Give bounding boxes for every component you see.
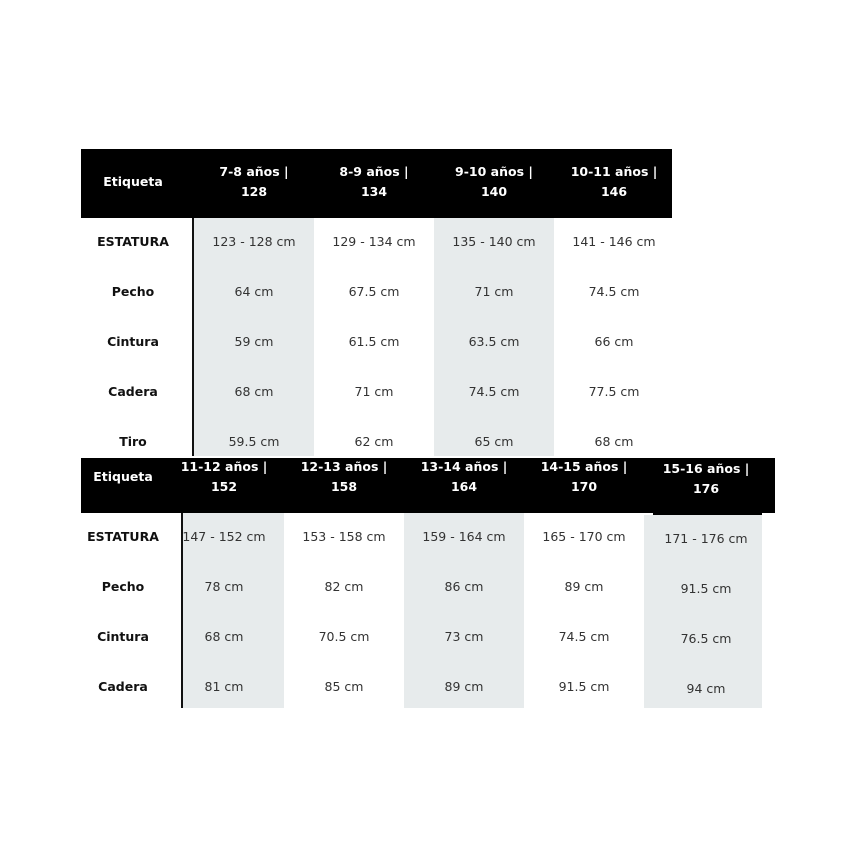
corner-label-text: Etiqueta — [93, 469, 153, 484]
size-range: 12-13 años | — [300, 459, 388, 474]
size-number: 170 — [570, 479, 598, 494]
table-cell: 147 - 152 cm — [182, 529, 266, 544]
size-range: 8-9 años | — [339, 164, 409, 179]
table-cell: 68 cm — [594, 434, 634, 449]
table-cell: 62 cm — [354, 434, 394, 449]
table-cell: 89 cm — [444, 679, 484, 694]
table-cell: 94 cm — [686, 681, 726, 696]
table-cell: 64 cm — [234, 284, 274, 299]
header-size-column — [554, 162, 674, 202]
size-number: 140 — [480, 184, 508, 199]
table-cell: 67.5 cm — [348, 284, 400, 299]
row-label: Pecho — [111, 284, 155, 299]
header-size-column — [646, 459, 766, 499]
row-label: Cintura — [107, 334, 159, 349]
size-range: 11-12 años | — [180, 459, 268, 474]
row-label: ESTATURA — [97, 234, 169, 249]
size-number: 134 — [360, 184, 388, 199]
table-cell: 91.5 cm — [558, 679, 610, 694]
header-size-column — [284, 457, 404, 497]
size-number: 146 — [600, 184, 628, 199]
header-size-column — [434, 162, 554, 202]
size-range: 7-8 años | — [219, 164, 289, 179]
table-cell: 59.5 cm — [228, 434, 280, 449]
table-cell: 153 - 158 cm — [302, 529, 386, 544]
table-cell: 159 - 164 cm — [422, 529, 506, 544]
row-label: ESTATURA — [87, 529, 159, 544]
table-cell: 81 cm — [204, 679, 244, 694]
table-cell: 66 cm — [594, 334, 634, 349]
size-number: 164 — [450, 479, 478, 494]
header-size-column — [164, 457, 284, 497]
header-corner-label — [81, 172, 185, 192]
header-corner-label — [81, 467, 165, 487]
header-size-column — [524, 457, 644, 497]
row-label: Cadera — [108, 384, 158, 399]
table-cell: 74.5 cm — [558, 629, 610, 644]
table-cell: 91.5 cm — [680, 581, 732, 596]
row-label: Tiro — [119, 434, 147, 449]
table-cell: 68 cm — [204, 629, 244, 644]
table-cell: 71 cm — [474, 284, 514, 299]
table-cell: 86 cm — [444, 579, 484, 594]
size-range: 9-10 años | — [455, 164, 533, 179]
table-cell: 78 cm — [204, 579, 244, 594]
row-label: Cintura — [97, 629, 149, 644]
header-size-column — [194, 162, 314, 202]
size-range: 14-15 años | — [540, 459, 628, 474]
table-cell: 135 - 140 cm — [452, 234, 536, 249]
size-number: 158 — [330, 479, 358, 494]
header-size-column — [314, 162, 434, 202]
table-cell: 141 - 146 cm — [572, 234, 656, 249]
table-cell: 85 cm — [324, 679, 364, 694]
table-cell: 76.5 cm — [680, 631, 732, 646]
size-range: 13-14 años | — [420, 459, 508, 474]
table-cell: 65 cm — [474, 434, 514, 449]
table-cell: 59 cm — [234, 334, 274, 349]
table-cell: 77.5 cm — [588, 384, 640, 399]
table-cell: 73 cm — [444, 629, 484, 644]
size-number: 176 — [692, 481, 720, 496]
table-cell: 171 - 176 cm — [664, 531, 748, 546]
corner-label-text: Etiqueta — [103, 174, 163, 189]
table-cell: 61.5 cm — [348, 334, 400, 349]
table-cell: 63.5 cm — [468, 334, 520, 349]
table-cell: 129 - 134 cm — [332, 234, 416, 249]
table-cell: 82 cm — [324, 579, 364, 594]
table-cell: 70.5 cm — [318, 629, 370, 644]
table-cell: 71 cm — [354, 384, 394, 399]
table-cell: 68 cm — [234, 384, 274, 399]
table-cell: 123 - 128 cm — [212, 234, 296, 249]
table-cell: 165 - 170 cm — [542, 529, 626, 544]
table-cell: 74.5 cm — [468, 384, 520, 399]
size-range: 15-16 años | — [662, 461, 750, 476]
table-cell: 74.5 cm — [588, 284, 640, 299]
header-size-column — [404, 457, 524, 497]
table-cell: 89 cm — [564, 579, 604, 594]
size-number: 128 — [240, 184, 268, 199]
size-number: 152 — [210, 479, 238, 494]
size-range: 10-11 años | — [570, 164, 658, 179]
row-label: Cadera — [98, 679, 148, 694]
row-label: Pecho — [101, 579, 145, 594]
